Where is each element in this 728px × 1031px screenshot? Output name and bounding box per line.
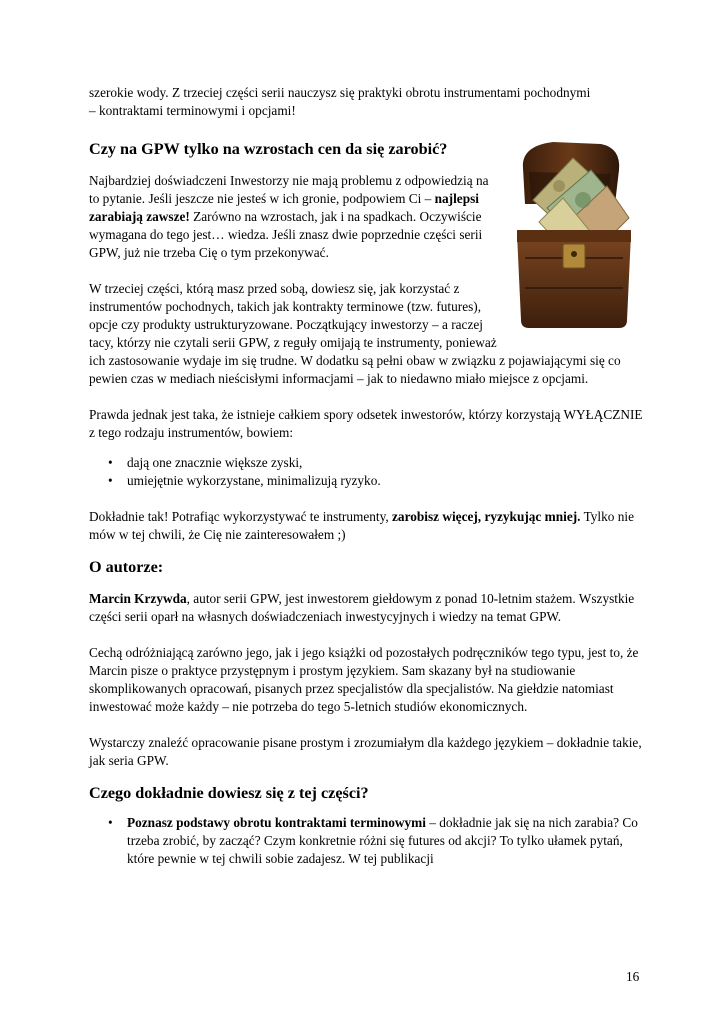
bullet-icon: •	[108, 473, 113, 488]
intro-line-2: – kontraktami terminowymi i opcjami!	[89, 103, 296, 118]
intro-paragraph	[89, 84, 645, 120]
author-paragraph-3: Wystarczy znaleźć opracowanie pisane prostym i zrozumiałym dla każdego językiem – dokładnie takie, jak seria GPW.	[89, 735, 642, 768]
emphasis-text: zarobisz więcej, ryzykując mniej.	[392, 509, 581, 524]
list-item: • Poznasz podstawy obrotu kontraktami terminowymi – dokładnie jak się na nich zarabia? Co trzeba zrobić, by zacząć? Czym konkretnie różni się futures od akcji? To tylko ułamek pytań, które pewnie w tej chwili sobie zadajesz. W tej publikacji	[108, 815, 638, 866]
section1-paragraph-2: W trzeciej części, którą masz przed sobą, dowiesz się, jak korzystać z instrumentów pochodnych, takich jak kontrakty terminowe (tzw. futures), opcje czy produkty ustrukturyzowane. Początkujący inwestorzy – a raczej tacy, którzy nie czytali serii GPW, z reguły omijają te instrumenty, ponieważ ich zastosowanie wydaje im się trudne. W dodatku są pełni obaw w związku z pojawiającymi się co pewien czas w mediach nieścisłymi informacjami – jak to niedawno miało miejsce z opcjami.	[89, 281, 621, 386]
section-heading-gpw: Czy na GPW tylko na wzrostach cen da się zarobić?	[89, 140, 448, 158]
bullet-icon: •	[108, 455, 113, 470]
list-item: • umiejętnie wykorzystane, minimalizują ryzyko.	[108, 473, 381, 488]
page-number: 16	[626, 969, 640, 984]
benefits-list	[89, 454, 645, 490]
section1-paragraph-4: Dokładnie tak! Potrafiąc wykorzystywać te instrumenty, zarobisz więcej, ryzykując mniej. Tylko nie mów w tej chwili, że Cię nie zainteresowałem ;)	[89, 509, 634, 542]
emphasis-text: najlepsi zarabiają zawsze!	[89, 191, 479, 224]
list-item: • dają one znacznie większe zyski,	[108, 455, 303, 470]
author-paragraph-1: Marcin Krzywda, autor serii GPW, jest inwestorem giełdowym z ponad 10-letnim stażem. Wszystkie części serii oparł na własnych doświadczeniach inwestycyjnych i wiedzy na temat GPW.	[89, 591, 635, 624]
author-paragraph-2: Cechą odróżniającą zarówno jego, jak i jego książki od pozostałych podręczników tego typu, jest to, że Marcin pisze o praktyce przystępnym i prostym językiem. Sam skazany był na studiowanie skomplikowanych opracowań, pisanych przez specjalistów dla specjalistów. Na giełdzie natomiast inwestować może każdy – nie potrzeba do tego 5-letnich studiów ekonomicznych.	[89, 645, 639, 714]
author-name: Marcin Krzywda	[89, 591, 187, 606]
emphasis-text: Poznasz podstawy obrotu kontraktami terminowymi	[127, 815, 426, 830]
contents-list	[89, 814, 645, 868]
section1-paragraph-1: Najbardziej doświadczeni Inwestorzy nie mają problemu z odpowiedzią na to pytanie. Jeśli jeszcze nie jesteś w ich gronie, podpowiem Ci – najlepsi zarabiają zawsze! Zarówno na wzrostach, jak i na spadkach. Oczywiście wymagana do tego jest… wiedza. Jeśli znasz dwie poprzednie części serii GPW, już nie trzeba Cię o tym przekonywać.	[89, 173, 489, 260]
section-heading-contents: Czego dokładnie dowiesz się z tej części?	[89, 784, 369, 802]
bullet-icon: •	[108, 815, 113, 830]
intro-line-1: szerokie wody. Z trzeciej części serii nauczysz się praktyki obrotu instrumentami pochodnymi	[89, 85, 591, 100]
section1-paragraph-3: Prawda jednak jest taka, że istnieje całkiem spory odsetek inwestorów, którzy korzystają WYŁĄCZNIE z tego rodzaju instrumentów, bowiem:	[89, 407, 643, 440]
treasure-chest-with-money-icon	[503, 138, 645, 334]
section-heading-author: O autorze:	[89, 558, 164, 576]
document-page	[89, 84, 645, 868]
